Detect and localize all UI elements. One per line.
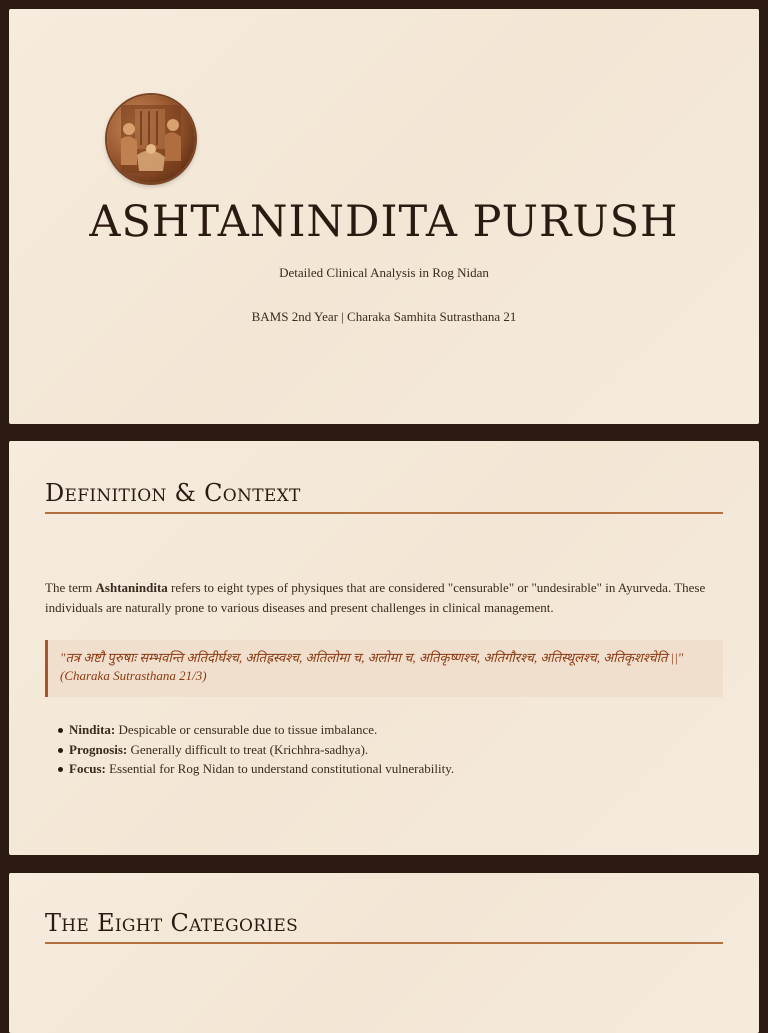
bullet-term: Prognosis: (69, 741, 128, 757)
course-reference: BAMS 2nd Year | Charaka Samhita Sutrasthana 21 (251, 309, 517, 324)
bullet-icon (58, 767, 63, 772)
para-suffix: refers to eight types of physiques that are considered "censurable" or "undesirable" in Ayurveda. These individuals are naturally prone to various diseases and present challenges in clinical management. (45, 580, 706, 615)
section-heading: The Eight Categories (45, 909, 299, 937)
bullet-text: Essential for Rog Nidan to understand constitutional vulnerability. (105, 761, 455, 776)
definition-paragraph (45, 578, 725, 618)
bullet-text: Generally difficult to treat (Krichhra-sadhya). (127, 741, 369, 757)
slide-title: ASHTANINDITA PURUSH (89, 197, 679, 247)
list-item (45, 740, 725, 760)
definition-slide (9, 441, 759, 855)
categories-slide (9, 873, 759, 1033)
bullet-icon (58, 748, 63, 753)
carved-relief-medallion-icon (107, 95, 195, 183)
para-prefix: The term (45, 580, 96, 595)
bullet-icon (58, 728, 63, 733)
title-slide (9, 9, 759, 424)
list-item (45, 720, 725, 740)
heading-divider (45, 512, 723, 514)
list-item (45, 759, 725, 779)
slide-subtitle: Detailed Clinical Analysis in Rog Nidan (279, 265, 489, 280)
bullet-text: Despicable or censurable due to tissue imbalance. (115, 722, 378, 737)
bullet-term: Nindita: (69, 722, 116, 737)
sanskrit-quote (45, 640, 723, 697)
section-heading: Definition & Context (45, 479, 301, 507)
heading-divider (45, 942, 723, 944)
bullet-term: Focus: (69, 761, 106, 776)
quote-text: "तत्र अष्टौ पुरुषाः सम्भवन्ति अतिदीर्घश्च, अतिह्रस्वश्च, अतिलोमा च, अलोमा च, अतिकृष्णश्च, अतिगौरश्च, अतिस्थूलश्च, अतिकृशश्चेति ||" (60, 650, 684, 665)
quote-citation: (Charaka Sutrasthana 21/3) (60, 668, 207, 683)
para-term: Ashtanindita (95, 580, 168, 595)
key-points-list (45, 720, 725, 779)
